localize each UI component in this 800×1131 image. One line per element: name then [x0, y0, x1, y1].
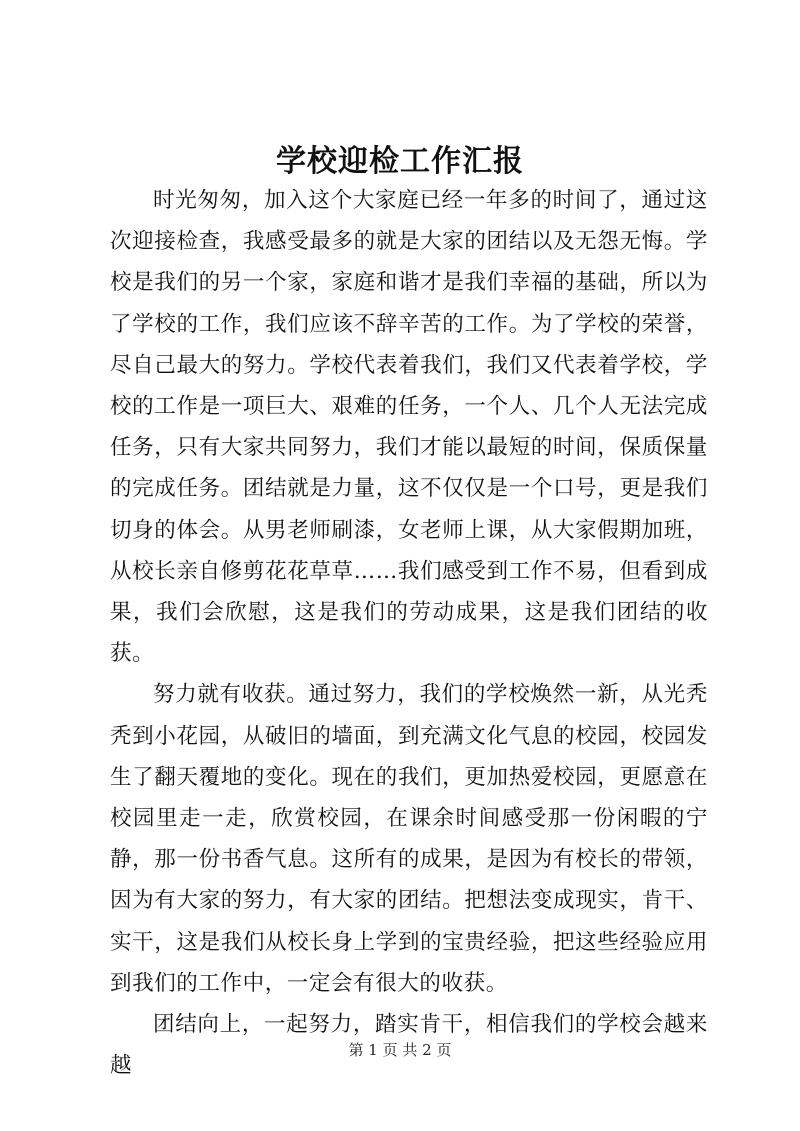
paragraph-2: 努力就有收获。通过努力，我们的学校焕然一新，从光秃秃到小花园，从破旧的墙面，到充满文化气息的校园，校园发生了翻天覆地的变化。现在的我们，更加热爱校园，更愿意在校园里走一走，欣赏校园，在课余时间感受那一份闲暇的宁静，那一份书香气息。这所有的成果，是因为有校长的带领，因为有大家的努力，有大家的团结。把想法变成现实，肯干、实干，这是我们从校长身上学到的宝贵经验，把这些经验应用到我们的工作中，一定会有很大的收获。 [110, 682, 708, 996]
document-title: 学校迎检工作汇报 [276, 144, 524, 179]
paragraph-1: 时光匆匆，加入这个大家庭已经一年多的时间了，通过这次迎接检查，我感受最多的就是大家的团结以及无怨无悔。学校是我们的另一个家，家庭和谐才是我们幸福的基础，所以为了学校的工作，我们应该不辞辛苦的工作。为了学校的荣誉，尽自己最大的努力。学校代表着我们，我们又代表着学校，学校的工作是一项巨大、艰难的任务，一个人、几个人无法完成任务，只有大家共同努力，我们才能以最短的时间，保质保量的完成任务。团结就是力量，这不仅仅是一个口号，更是我们切身的体会。从男老师刷漆，女老师上课，从大家假期加班，从校长亲自修剪花花草草……我们感受到工作不易，但看到成果，我们会欣慰，这是我们的劳动成果，这是我们团结的收获。 [110, 188, 708, 667]
page-footer: 第 1 页 共 2 页 [348, 1041, 452, 1059]
paragraph-3: 团结向上，一起努力，踏实肯干，相信我们的学校会越来越 [110, 1012, 708, 1079]
document-body [110, 180, 708, 1086]
